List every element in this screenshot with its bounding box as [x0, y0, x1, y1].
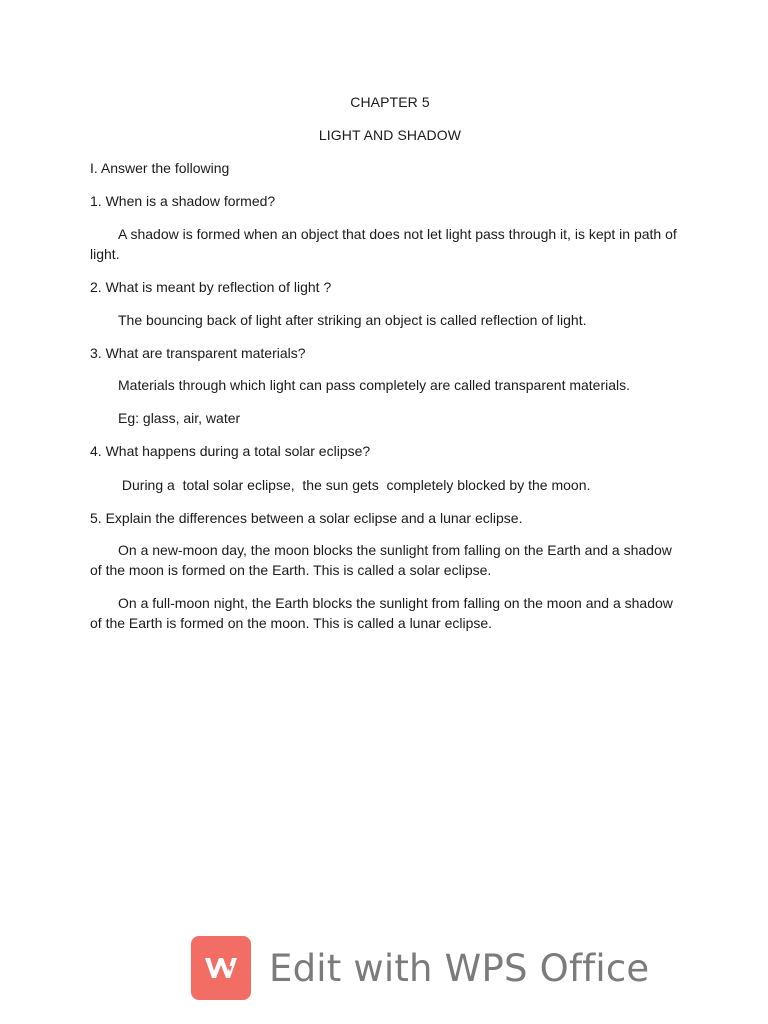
question-4: 4. What happens during a total solar eclipse?	[90, 443, 371, 459]
wps-office-logo-icon	[191, 936, 251, 1000]
question-1: 1. When is a shadow formed?	[90, 193, 276, 209]
section-heading: I. Answer the following	[90, 160, 230, 176]
chapter-heading: CHAPTER 5	[350, 94, 430, 110]
answer-1: A shadow is formed when an object that does not let light pass through it, is kept in path of light.	[90, 226, 677, 262]
question-5: 5. Explain the differences between a solar eclipse and a lunar eclipse.	[90, 510, 523, 526]
answer-2: The bouncing back of light after striking an object is called reflection of light.	[118, 312, 587, 328]
document-title: LIGHT AND SHADOW	[318, 127, 462, 143]
answer-5-solar: On a new-moon day, the moon blocks the sunlight from falling on the Earth and a shadow of the moon is formed on the Earth. This is called a solar eclipse.	[90, 542, 672, 578]
answer-5-lunar: On a full-moon night, the Earth blocks the sunlight from falling on the moon and a shadow of the Earth is formed on the moon. This is called a lunar eclipse.	[90, 595, 673, 631]
question-2: 2. What is meant by reflection of light ?	[90, 279, 332, 295]
wps-edit-banner[interactable]	[191, 936, 649, 1000]
question-3: 3. What are transparent materials?	[90, 345, 306, 361]
answer-3: Materials through which light can pass completely are called transparent materials.	[118, 377, 631, 393]
answer-4: During a total solar eclipse, the sun gets completely blocked by the moon.	[118, 477, 591, 493]
edit-with-wps-label: Edit with WPS Office	[269, 946, 650, 990]
answer-3-example: Eg: glass, air, water	[118, 410, 241, 426]
